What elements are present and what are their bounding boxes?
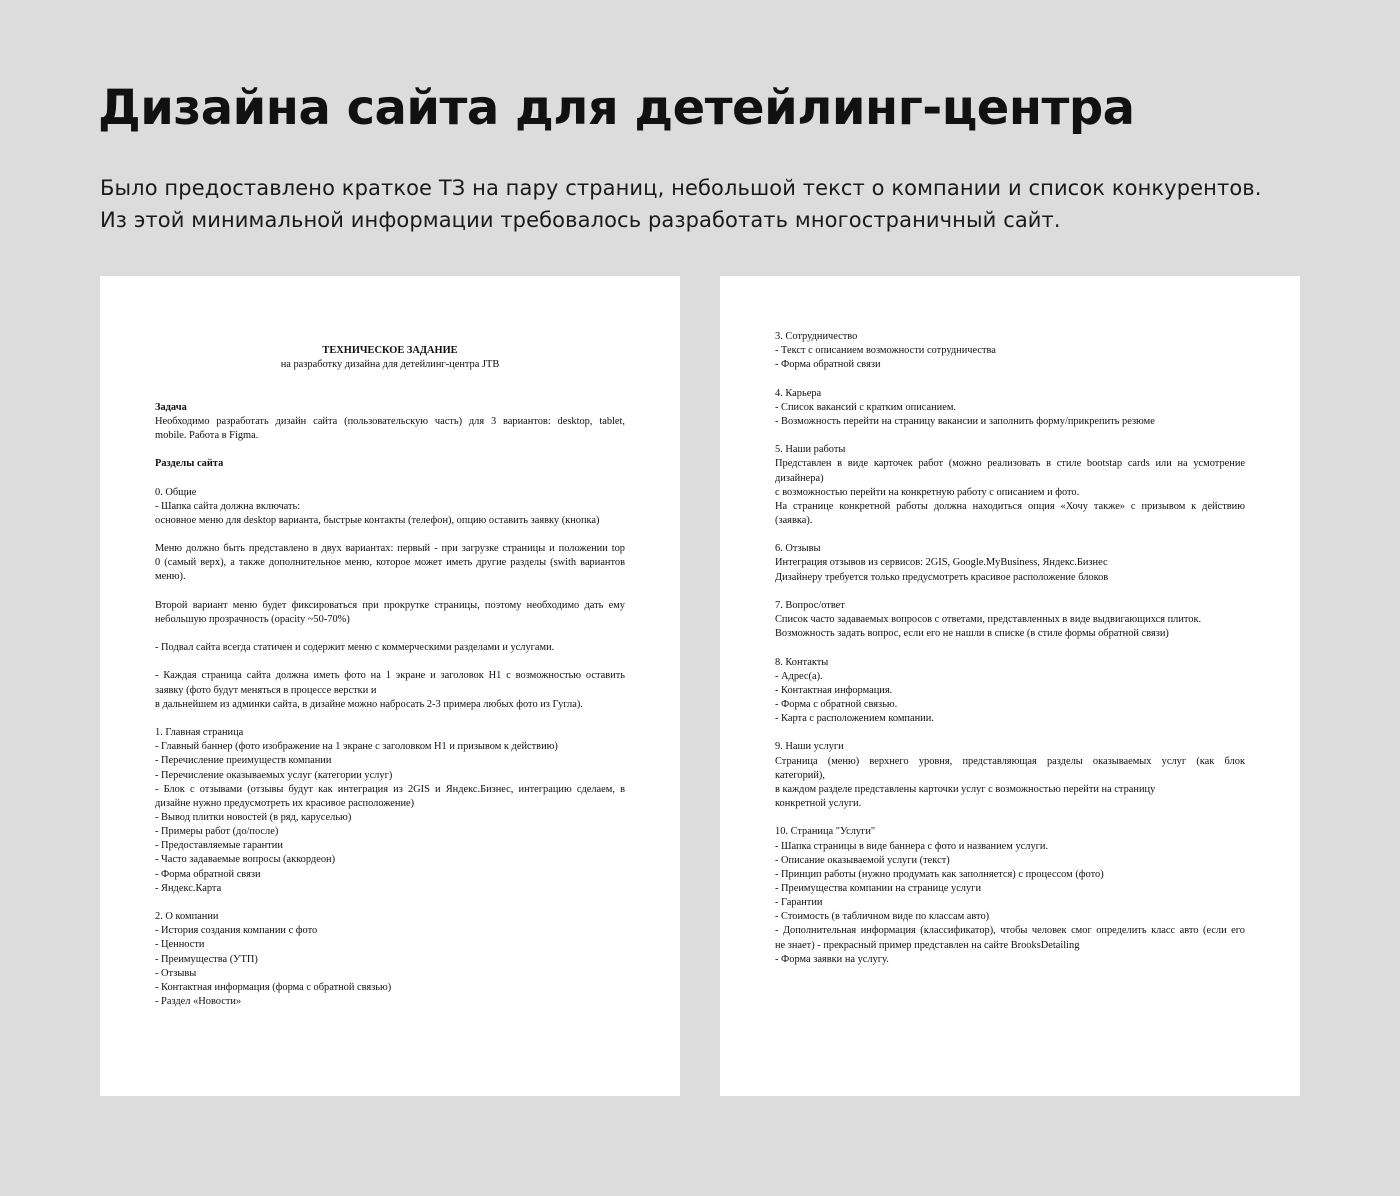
section-title: 6. Отзывы xyxy=(775,543,821,555)
list-item: - Контактная информация (форма с обратной связью) xyxy=(155,981,392,993)
section-title: 0. Общие xyxy=(155,486,197,498)
doc-line: заявку (фото будут меняться в процессе верстки и xyxy=(155,684,377,696)
section-title: 7. Вопрос/ответ xyxy=(775,599,845,611)
doc-line: не знает) - прекрасный пример представлен на сайте BrooksDetailing xyxy=(775,939,1080,951)
doc-line: На странице конкретной работы должна находиться опция «Хочу также» с призывом к действию xyxy=(775,500,1245,512)
doc-line: дизайнера) xyxy=(775,472,824,484)
doc-line: Дизайнеру требуется только предусмотреть красивое расположение блоков xyxy=(775,571,1109,583)
list-item: - Принцип работы (нужно продумать как заполняется) с процессом (фото) xyxy=(775,868,1104,880)
list-item: - Часто задаваемые вопросы (аккордеон) xyxy=(155,854,336,866)
list-item: - Карта с расположением компании. xyxy=(775,713,934,725)
list-item: - Список вакансий с кратким описанием. xyxy=(775,401,957,413)
doc-line: небольшую прозрачность (opacity ~50-70%) xyxy=(155,613,350,625)
doc-line: (заявка). xyxy=(775,515,813,526)
document-page-1 xyxy=(100,276,680,1096)
list-item: - Преимущества (УТП) xyxy=(155,953,258,965)
doc-line: Интеграция отзывов из сервисов: 2GIS, Google.MyBusiness, Яндекс.Бизнес xyxy=(775,557,1108,569)
doc-line: Второй вариант меню будет фиксироваться при прокрутке страницы, поэтому необходимо дать ему xyxy=(155,599,625,611)
doc-line: основное меню для desktop варианта, быстрые контакты (телефон), опцию оставить заявку (кнопка) xyxy=(155,514,600,526)
list-item: - Преимущества компании на странице услуги xyxy=(775,882,982,894)
list-item: - Перечисление преимуществ компании xyxy=(155,755,332,767)
list-item: - Перечисление оказываемых услуг (категории услуг) xyxy=(155,769,393,781)
list-item: - Форма заявки на услугу. xyxy=(775,953,889,965)
list-item: - История создания компании с фото xyxy=(155,925,318,937)
doc-title: ТЕХНИЧЕСКОЕ ЗАДАНИЕ xyxy=(322,345,458,356)
doc-line: Список часто задаваемых вопросов с ответами, представленных в виде выдвигающихся плиток. xyxy=(775,614,1202,626)
list-item: - Отзывы xyxy=(155,967,197,979)
list-item: - Раздел «Новости» xyxy=(155,996,242,1008)
doc-subtitle: на разработку дизайна для детейлинг-центра JTB xyxy=(280,359,500,371)
doc-line: в каждом разделе представлены карточки услуг с возможностью перейти на страницу xyxy=(775,783,1156,795)
section-title: 4. Карьера xyxy=(775,387,822,399)
list-item: - Примеры работ (до/после) xyxy=(155,826,279,838)
list-item: - Контактная информация. xyxy=(775,684,893,696)
doc-line: меню). xyxy=(155,571,186,583)
doc-line: с возможностью перейти на конкретную работу с описанием и фото. xyxy=(775,486,1080,498)
intro-line: Было предоставлено краткое ТЗ на пару страниц, небольшой текст о компании и список конкурентов. xyxy=(100,176,1262,200)
intro-text xyxy=(100,172,1320,236)
doc-line: 0 (самый верх), а также дополнительное меню, которое может иметь другие разделы (swith вариантов xyxy=(155,557,625,569)
document-page-2 xyxy=(720,276,1300,1096)
list-item: - Текст с описанием возможности сотрудничества xyxy=(775,345,996,357)
list-item: - Блок с отзывами (отзывы будут как интеграция из 2GIS и Яндекс.Бизнес, интеграцию сделаем, в xyxy=(155,783,625,795)
list-item: - Форма обратной связи xyxy=(775,359,881,371)
list-item: - Вывод плитки новостей (в ряд, каруселью) xyxy=(155,812,352,824)
list-item: - Гарантии xyxy=(775,897,823,909)
list-item: - Яндекс.Карта xyxy=(155,882,222,894)
list-item: - Предоставляемые гарантии xyxy=(155,840,283,852)
doc-line: дизайне нужно предусмотреть их красивое расположение) xyxy=(155,797,415,809)
page-title: Дизайна сайта для детейлинг-центра xyxy=(98,80,1135,136)
doc-line: Меню должно быть представлено в двух вариантах: первый - при загрузке страницы и положении top xyxy=(155,543,625,555)
section-title: 2. О компании xyxy=(155,911,219,923)
list-item: - Описание оказываемой услуги (текст) xyxy=(775,854,950,866)
list-item: - Ценности xyxy=(155,939,205,951)
task-heading: Задача xyxy=(155,401,187,413)
section-title: 8. Контакты xyxy=(775,656,829,668)
section-title: 9. Наши услуги xyxy=(775,741,844,753)
doc-line: - Каждая страница сайта должна иметь фото на 1 экране и заголовок H1 с возможностью оставить xyxy=(155,670,625,682)
list-item: - Форма с обратной связью. xyxy=(775,698,898,710)
section-title: 3. Сотрудничество xyxy=(775,331,858,342)
doc-line: - Шапка сайта должна включать: xyxy=(155,500,301,512)
doc-line: Необходимо разработать дизайн сайта (пользовательскую часть) для 3 вариантов: desktop, tablet, xyxy=(155,415,625,427)
doc-line: в дальнейшем из админки сайта, в дизайне можно набросать 2-3 примера любых фото из Гугла). xyxy=(155,698,583,710)
intro-line: Из этой минимальной информации требовалось разработать многостраничный сайт. xyxy=(100,208,1061,232)
list-item: - Дополнительная информация (классификатор), чтобы человек смог определить класс авто (если его xyxy=(775,925,1245,937)
doc-line: Представлен в виде карточек работ (можно реализовать в стиле bootstap cards или на усмотрение xyxy=(775,458,1245,470)
section-title: 1. Главная страница xyxy=(155,727,244,739)
document-text xyxy=(155,344,625,1009)
document-text xyxy=(775,330,1245,967)
list-item: - Форма обратной связи xyxy=(155,868,261,880)
list-item: - Главный баннер (фото изображение на 1 экране с заголовком H1 и призывом к действию) xyxy=(155,741,558,753)
doc-line: Возможность задать вопрос, если его не нашли в списке (в стиле формы обратной связи) xyxy=(775,628,1169,640)
doc-line: категорий), xyxy=(775,769,825,781)
doc-line: конкретной услуги. xyxy=(775,798,862,810)
section-title: 5. Наши работы xyxy=(775,444,846,456)
doc-line: - Подвал сайта всегда статичен и содержит меню с коммерческими разделами и услугами. xyxy=(155,642,555,654)
section-title: 10. Страница "Услуги" xyxy=(775,826,876,838)
list-item: - Возможность перейти на страницу вакансии и заполнить форму/прикрепить резюме xyxy=(775,415,1155,427)
list-item: - Шапка страницы в виде баннера с фото и названием услуги. xyxy=(775,840,1049,852)
list-item: - Адрес(а). xyxy=(775,670,823,682)
sections-heading: Разделы сайта xyxy=(155,458,224,470)
list-item: - Стоимость (в табличном виде по классам авто) xyxy=(775,911,990,923)
doc-line: Страница (меню) верхнего уровня, представляющая разделы оказываемых услуг (как блок xyxy=(775,755,1245,767)
doc-line: mobile. Работа в Figma. xyxy=(155,429,259,441)
